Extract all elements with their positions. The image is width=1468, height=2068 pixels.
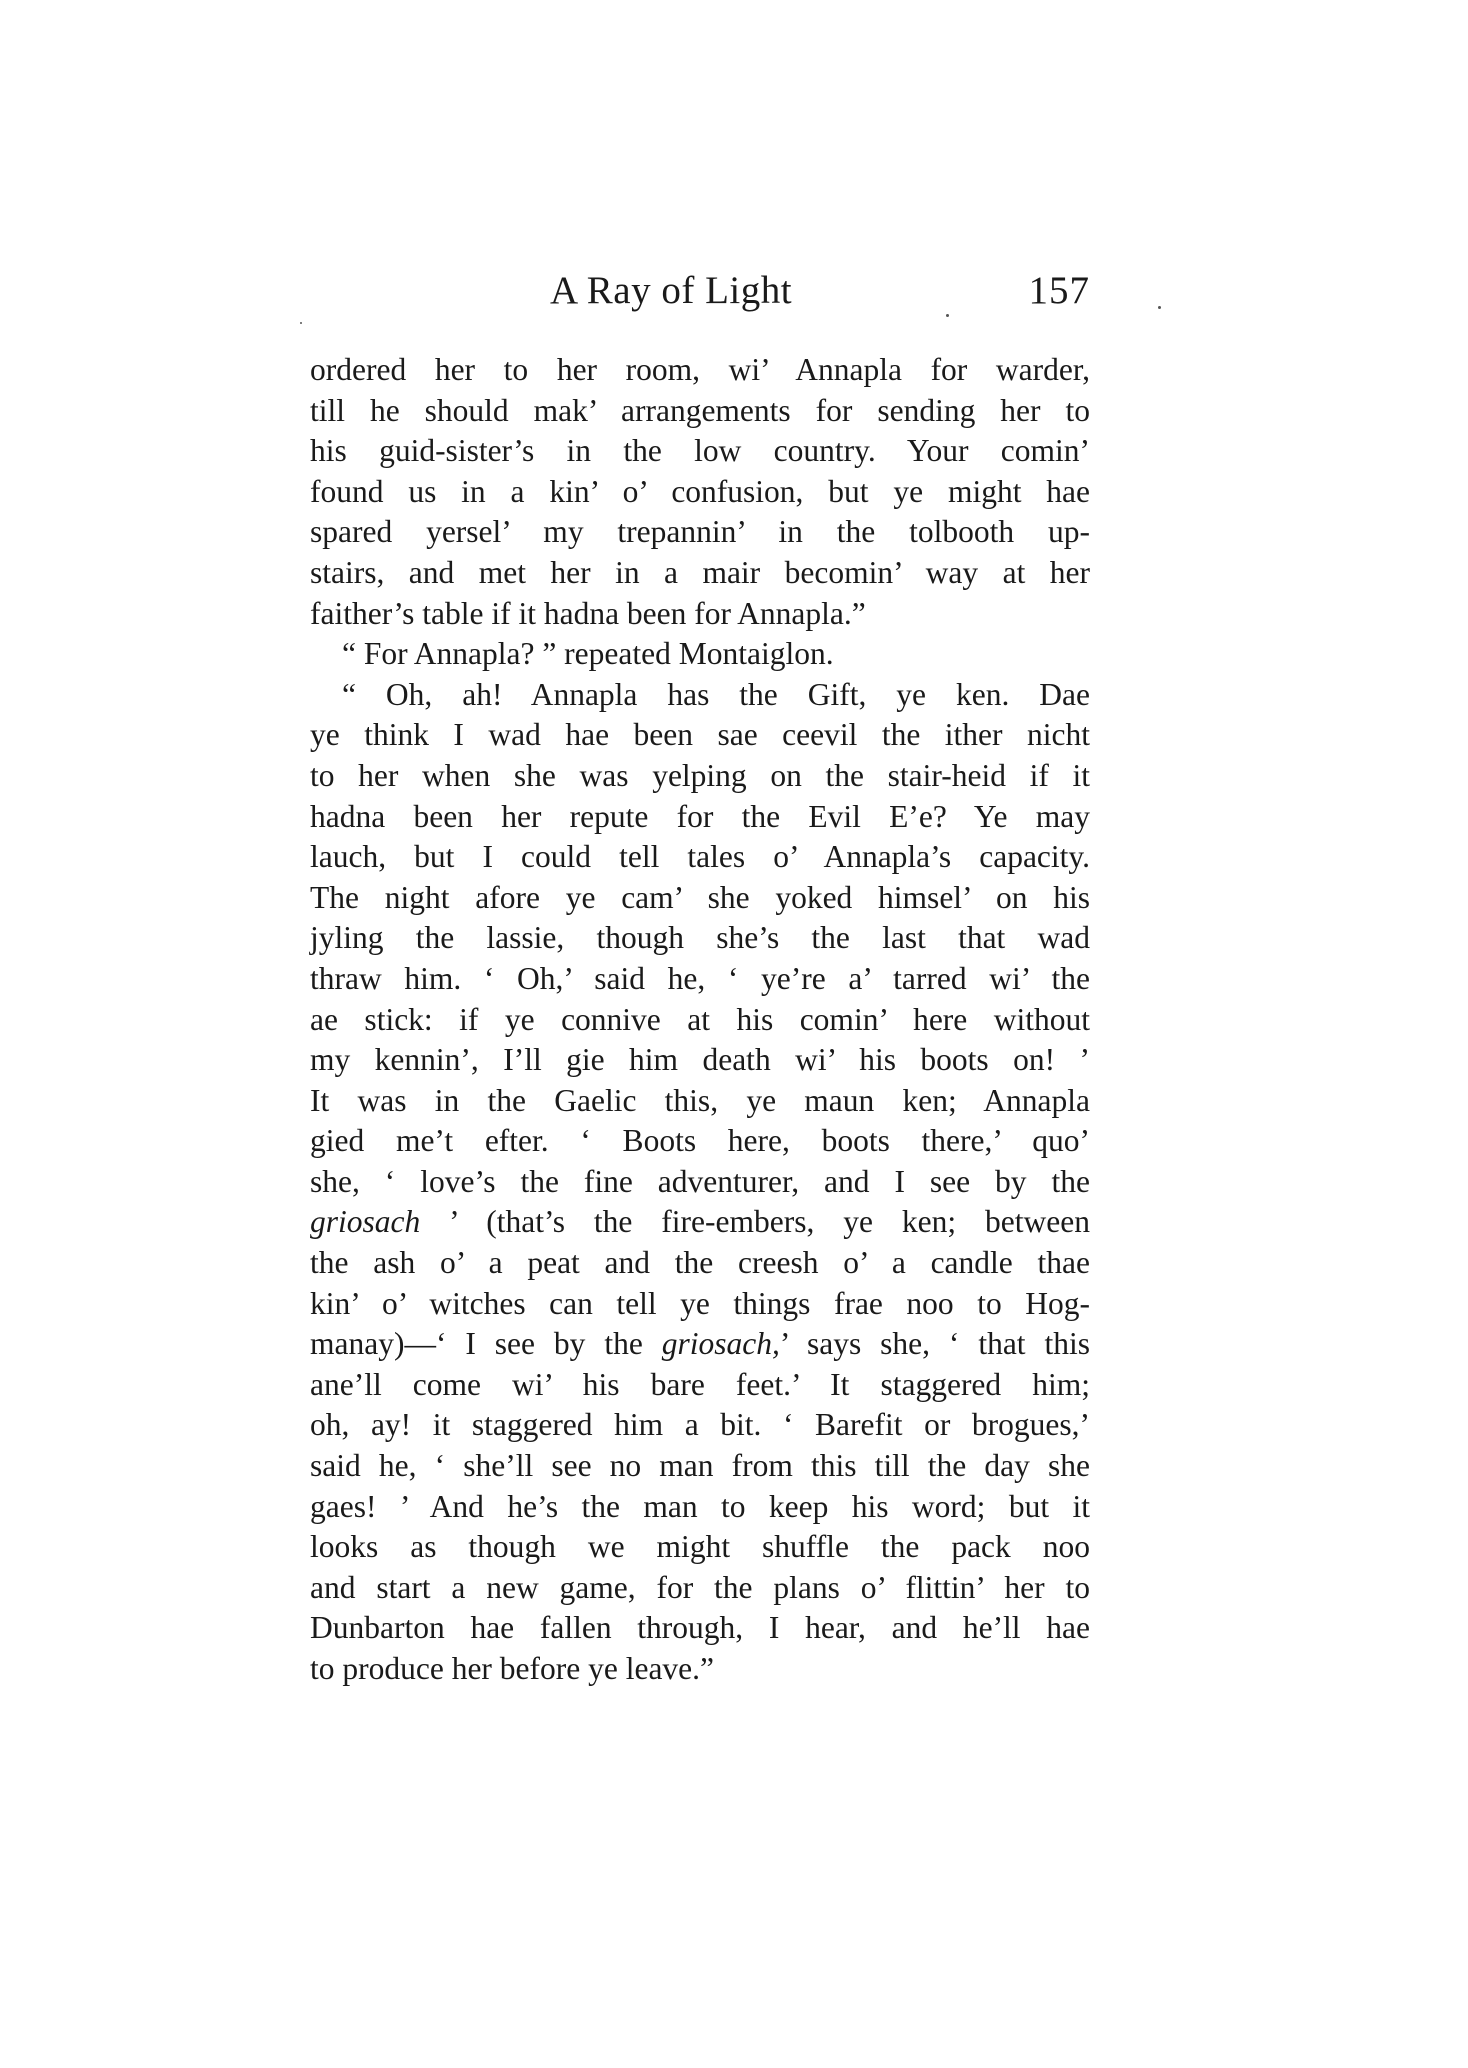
- text-line: and start a new game, for the plans o’ flittin’ her to: [310, 1569, 1090, 1605]
- text-line: looks as though we might shuffle the pack noo: [310, 1529, 1090, 1565]
- page-number: 157: [1028, 269, 1090, 312]
- text-line: to produce her before ye leave.”: [310, 1651, 715, 1686]
- text-line: jyling the lassie, though she’s the last that wad: [310, 920, 1090, 956]
- text-line: said he, ‘ she’ll see no man from this till the day she: [310, 1448, 1090, 1484]
- text-run: manay)—‘ I see by the: [310, 1326, 662, 1362]
- text-line: my kennin’, I’ll gie him death wi’ his boots on! ’: [310, 1042, 1090, 1078]
- text-line: gaes! ’ And he’s the man to keep his word; but it: [310, 1488, 1090, 1524]
- text-line: the ash o’ a peat and the creesh o’ a candle thae: [310, 1245, 1090, 1281]
- scan-speck: [300, 322, 302, 324]
- text-line: found us in a kin’ o’ confusion, but ye might hae: [310, 473, 1090, 509]
- text-line: ae stick: if ye connive at his comin’ here without: [310, 1001, 1090, 1037]
- body-text: [310, 350, 1090, 1690]
- text-line: [310, 1324, 1090, 1365]
- text-run: ’ (that’s the fire-embers, ye ken; between: [420, 1204, 1090, 1240]
- text-line: “ Oh, ah! Annapla has the Gift, ye ken. Dae: [342, 676, 1090, 712]
- running-title: A Ray of Light: [550, 269, 793, 312]
- text-line: The night afore ye cam’ she yoked himsel’ on his: [310, 879, 1090, 915]
- text-line: ye think I wad hae been sae ceevil the ither nicht: [310, 717, 1090, 753]
- text-line: spared yersel’ my trepannin’ in the tolbooth up-: [310, 514, 1090, 550]
- text-line: stairs, and met her in a mair becomin’ way at her: [310, 554, 1090, 590]
- text-line: she, ‘ love’s the fine adventurer, and I see by the: [310, 1163, 1090, 1199]
- text-run: ’ says she, ‘ that this: [779, 1326, 1090, 1362]
- text-line: oh, ay! it staggered him a bit. ‘ Barefit or brogues,’: [310, 1407, 1090, 1443]
- text-line: till he should mak’ arrangements for sending her to: [310, 392, 1090, 428]
- text-line: kin’ o’ witches can tell ye things frae noo to Hog-: [310, 1285, 1090, 1321]
- text-line: faither’s table if it hadna been for Annapla.”: [310, 595, 866, 631]
- text-line: hadna been her repute for the Evil E’e? Ye may: [310, 798, 1090, 834]
- text-line: “ For Annapla? ” repeated Montaiglon.: [342, 636, 834, 672]
- running-head: [310, 268, 1090, 320]
- text-line: gied me’t efter. ‘ Boots here, boots there,’ quo’: [310, 1123, 1090, 1159]
- text-line: lauch, but I could tell tales o’ Annapla’s capacity.: [310, 839, 1090, 875]
- text-line: ordered her to her room, wi’ Annapla for warder,: [310, 352, 1090, 387]
- scan-speck: [1158, 306, 1161, 309]
- text-line: ane’ll come wi’ his bare feet.’ It staggered him;: [310, 1366, 1090, 1402]
- italic-word: griosach: [310, 1204, 421, 1240]
- text-line: to her when she was yelping on the stair-heid if it: [310, 757, 1090, 793]
- text-line: Dunbarton hae fallen through, I hear, and he’ll hae: [310, 1610, 1090, 1646]
- text-line: [310, 1202, 1090, 1243]
- scan-speck: [946, 314, 949, 317]
- text-line: It was in the Gaelic this, ye maun ken; Annapla: [310, 1082, 1090, 1118]
- italic-word: griosach,: [661, 1326, 780, 1362]
- text-line: his guid-sister’s in the low country. Your comin’: [310, 433, 1090, 469]
- text-line: thraw him. ‘ Oh,’ said he, ‘ ye’re a’ tarred wi’ the: [310, 960, 1090, 996]
